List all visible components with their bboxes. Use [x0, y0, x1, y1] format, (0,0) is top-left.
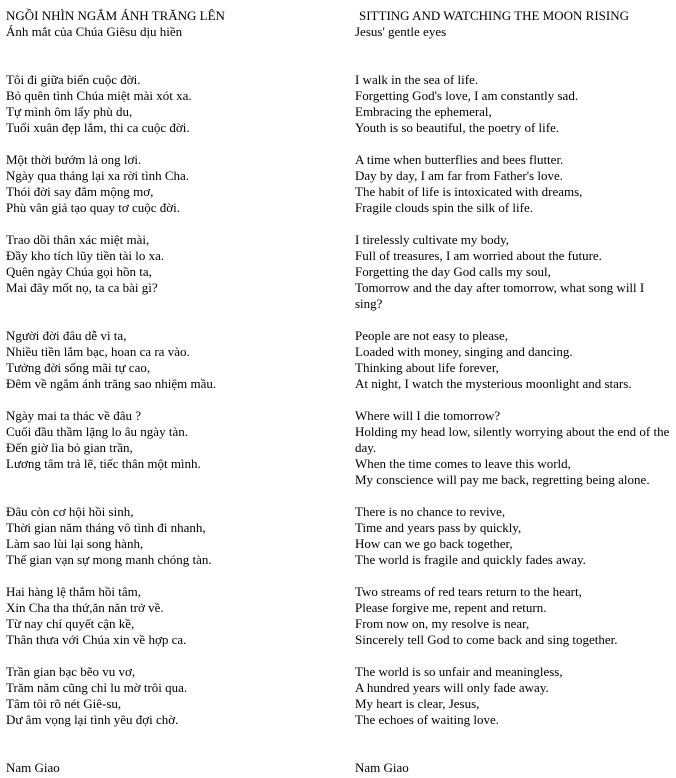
verse-line: Cuối đầu thầm lặng lo âu ngày tàn. — [6, 424, 188, 439]
verse-line: Đêm về ngắm ánh trăng sao nhiệm mầu. — [6, 376, 217, 391]
verse-line: Forgetting God's love, I am constantly sad. — [355, 88, 579, 103]
verse-line: Ngày mai ta thác về đâu ? — [6, 408, 141, 423]
verse-line: Quên ngày Chúa gọi hồn ta, — [6, 264, 152, 279]
verse-line: Two streams of red tears return to the heart, — [355, 584, 582, 599]
verse-line: Ngày qua tháng lại xa rời tình Cha. — [6, 168, 190, 183]
poem-title: NGỒI NHÌN NGẮM ÁNH TRĂNG LÊN — [6, 8, 225, 23]
verse-line: Phù vân giả tạo quay tơ cuộc đời. — [6, 200, 181, 215]
verse-line: I tirelessly cultivate my body, — [355, 232, 510, 247]
verse-line: Làm sao lùi lại song hành, — [6, 536, 144, 551]
stanza-8 — [355, 664, 673, 728]
stanza-4 — [6, 328, 346, 392]
verse-line: The world is so unfair and meaningless, — [355, 664, 563, 679]
verse-line: Trăm năm cũng chỉ lu mờ trôi qua. — [6, 680, 188, 695]
verse-line: Từ nay chí quyết cận kề, — [6, 616, 135, 631]
verse-line: People are not easy to please, — [355, 328, 509, 343]
verse-line: Mai đây mốt nọ, ta ca bài gì? — [6, 280, 158, 295]
verse-line: A time when butterflies and bees flutter. — [355, 152, 564, 167]
verse-line: The echoes of waiting love. — [355, 712, 500, 727]
verse-line: Đầy kho tích lũy tiền tài lo xa. — [6, 248, 165, 263]
verse-line: Xin Cha tha thứ,ăn năn trở về. — [6, 600, 164, 615]
verse-line: Thân thưa với Chúa xin về hợp ca. — [6, 632, 187, 647]
verse-line: Tôi đi giữa biển cuộc đời. — [6, 72, 141, 87]
verse-line: The world is fragile and quickly fades away. — [355, 552, 586, 567]
verse-line: Thinking about life forever, — [355, 360, 499, 375]
verse-line: Thói đời say đắm mộng mơ, — [6, 184, 154, 199]
verse-line: Time and years pass by quickly, — [355, 520, 522, 535]
verse-line: I walk in the sea of life. — [355, 72, 479, 87]
poem-subtitle: Jesus' gentle eyes — [355, 24, 447, 39]
verse-line: Fragile clouds spin the silk of life. — [355, 200, 534, 215]
stanza-3 — [6, 232, 346, 296]
verse-line: Tâm tôi rõ nét Giê-su, — [6, 696, 122, 711]
verse-line: At night, I watch the mysterious moonlight and stars. — [355, 376, 632, 391]
stanza-1 — [355, 72, 673, 136]
verse-line: Day by day, I am far from Father's love. — [355, 168, 563, 183]
verse-line: Trần gian bạc bẽo vu vơ, — [6, 664, 136, 679]
verse-line: Loaded with money, singing and dancing. — [355, 344, 573, 359]
verse-line: My conscience will pay me back, regretting being alone. — [355, 472, 650, 487]
verse-line: Tomorrow and the day after tomorrow, what song will I sing? — [355, 280, 645, 311]
verse-line: Thế gian vạn sự mong manh chóng tàn. — [6, 552, 212, 567]
verse-line: Đâu còn cơ hội hồi sinh, — [6, 504, 134, 519]
verse-line: Đến giờ lìa bỏ gian trần, — [6, 440, 133, 455]
verse-line: Lương tâm trả lẽ, tiếc thân một mình. — [6, 456, 201, 471]
verse-line: Sincerely tell God to come back and sing together. — [355, 632, 618, 647]
verse-line: Please forgive me, repent and return. — [355, 600, 547, 615]
verse-line: Youth is so beautiful, the poetry of life. — [355, 120, 560, 135]
verse-line: The habit of life is intoxicated with dreams, — [355, 184, 583, 199]
poem-subtitle: Ánh mắt của Chúa Giêsu dịu hiền — [6, 24, 183, 39]
poem-title: SITTING AND WATCHING THE MOON RISING — [359, 8, 629, 23]
verse-line: Trao dồi thân xác miệt mài, — [6, 232, 150, 247]
stanza-6 — [355, 504, 673, 568]
stanza-7 — [6, 584, 346, 648]
verse-line: How can we go back together, — [355, 536, 513, 551]
verse-line: A hundred years will only fade away. — [355, 680, 549, 695]
stanza-2 — [355, 152, 673, 216]
verse-line: Dư âm vọng lại tình yêu đợi chờ. — [6, 712, 179, 727]
stanza-1 — [6, 72, 346, 136]
verse-line: Embracing the ephemeral, — [355, 104, 492, 119]
verse-line: Holding my head low, silently worrying about the end of the day. — [355, 424, 670, 455]
english-poem-column — [355, 8, 673, 776]
verse-line: Tự mình ôm lấy phù du, — [6, 104, 133, 119]
verse-line: Tuổi xuân đẹp lắm, thi ca cuộc đời. — [6, 120, 190, 135]
stanza-8 — [6, 664, 346, 728]
poem-author: Nam Giao — [355, 760, 409, 775]
verse-line: There is no chance to revive, — [355, 504, 506, 519]
stanza-5 — [6, 408, 346, 472]
verse-line: Tưởng đời sống mãi tự cao, — [6, 360, 151, 375]
stanza-4 — [355, 328, 673, 392]
verse-line: Hai hàng lệ thắm hồi tâm, — [6, 584, 142, 599]
poem-author: Nam Giao — [6, 760, 60, 775]
verse-line: Forgetting the day God calls my soul, — [355, 264, 551, 279]
stanza-2 — [6, 152, 346, 216]
verse-line: Người đời đâu dễ vì ta, — [6, 328, 127, 343]
stanza-5 — [355, 408, 673, 488]
verse-line: Nhiều tiền lắm bạc, hoan ca ra vào. — [6, 344, 190, 359]
stanza-6 — [6, 504, 346, 568]
vietnamese-poem-column — [6, 8, 346, 776]
verse-line: When the time comes to leave this world, — [355, 456, 571, 471]
stanza-7 — [355, 584, 673, 648]
verse-line: Thời gian năm tháng vô tình đi nhanh, — [6, 520, 206, 535]
verse-line: Một thời bướm lả ong lơi. — [6, 152, 142, 167]
verse-line: My heart is clear, Jesus, — [355, 696, 480, 711]
verse-line: Bỏ quên tình Chúa miệt mài xót xa. — [6, 88, 192, 103]
verse-line: Where will I die tomorrow? — [355, 408, 501, 423]
verse-line: Full of treasures, I am worried about the future. — [355, 248, 602, 263]
stanza-3 — [355, 232, 673, 312]
verse-line: From now on, my resolve is near, — [355, 616, 530, 631]
